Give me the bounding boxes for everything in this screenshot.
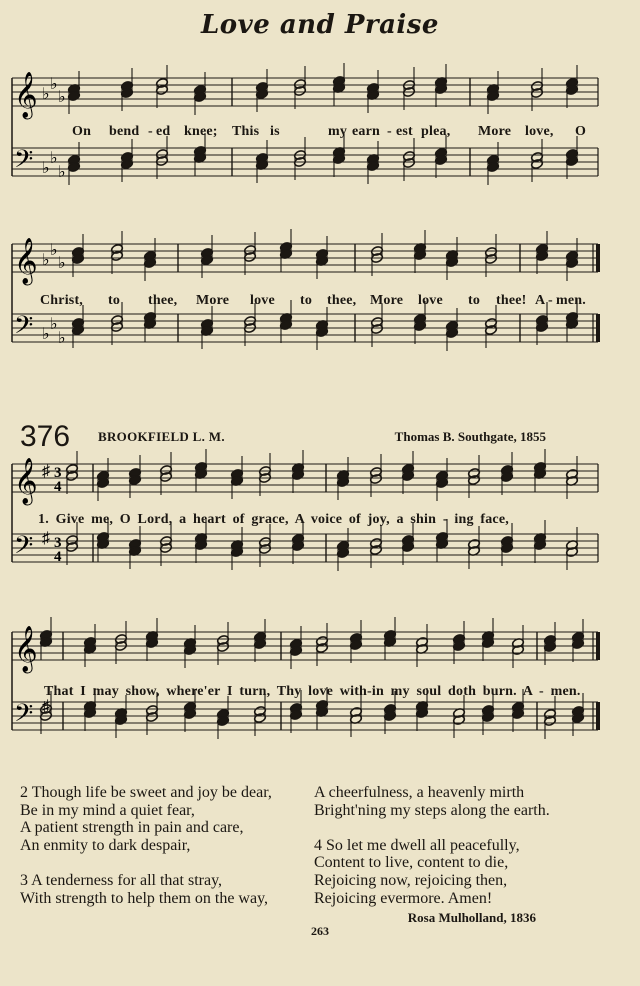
note-chord [370,454,383,497]
lyric-syllable: - [548,293,553,308]
lyric-syllable: More [370,293,404,308]
verse-line: A cheerfulness, a heavenly mirth [314,784,525,801]
page-number: 263 [311,924,329,938]
verse-line: 3 A tenderness for all that stray, [20,871,223,889]
note-chord [333,63,346,106]
time-signature: 4 [54,479,62,495]
note-chord [121,68,134,111]
note-chord [501,452,514,495]
flat-icon: ♭ [42,86,50,103]
lyric-syllable: to [468,293,481,308]
music-system-1 [0,66,640,216]
note-chord [244,232,257,275]
verse-line [20,854,272,872]
note-chord [244,303,257,346]
bass-clef-icon: 𝄢 [14,311,34,346]
verse-line: With strength to help them on the way, [20,889,269,907]
lyric-syllable: O [575,124,587,139]
lyric-syllable: Christ, [40,293,84,308]
note-chord [333,134,346,177]
note-chord [254,619,267,662]
treble-staff [12,632,598,660]
verse-line: Rejoicing evermore. Amen! [314,889,493,907]
lyric-syllable: - [387,124,392,139]
lyric-syllable: to [300,293,313,308]
lyric-syllable: A [535,293,546,308]
note-chord [68,71,81,114]
note-chord [435,64,448,107]
note-chord [280,300,293,343]
note-chord [482,618,495,661]
lyric-syllable: More [478,124,512,139]
verse-line: Content to live, content to die, [314,854,509,872]
flat-icon: ♭ [42,252,50,269]
lyrics-line-3: 1. Give me, O Lord, a heart of grace, A voice of joy, a shin - ing face, [38,512,509,527]
treble-clef-icon: 𝄞 [14,458,38,504]
treble-clef-icon: 𝄞 [14,626,38,672]
sharp-icon: ♯ [42,530,50,547]
composer-credit: Thomas B. Southgate, 1855 [394,429,546,444]
note-chord [485,234,498,277]
flat-icon: ♭ [42,160,50,177]
note-chord [292,450,305,493]
bass-clef-icon: 𝄢 [14,699,34,734]
verse-line: A patient strength in pain and care, [20,819,244,837]
lyric-syllable: - [148,124,153,139]
note-chord [487,71,500,114]
lyric-syllable: ed [156,124,171,139]
bass-staff [12,702,598,730]
verse-line: An enmity to dark despair, [20,836,191,854]
verse-line: Be in my mind a quiet fear, [20,801,195,819]
note-chord [294,66,307,109]
sharp-icon: ♯ [42,463,50,480]
note-chord [501,523,514,566]
flat-icon: ♭ [50,316,58,333]
lyric-syllable: thee, [327,293,357,308]
note-chord [66,451,79,494]
lyric-syllable: thee, [148,293,178,308]
lyric-syllable: bend [109,124,140,139]
note-chord [536,231,549,274]
note-chord [544,622,557,665]
time-signature: 3 [54,535,62,551]
note-chord [72,234,85,277]
time-signature: 3 [54,465,62,481]
verse-line [314,819,550,837]
lyric-syllable: men. [556,293,586,308]
note-chord [435,135,448,178]
flat-icon: ♭ [50,76,58,93]
note-chord [160,452,173,495]
note-chord [259,453,272,496]
note-chord [66,522,79,565]
bass-staff [12,314,598,342]
sharp-icon: ♯ [42,698,50,715]
note-chord [572,619,585,662]
author-credit: Rosa Mulholland, 1836 [407,910,536,925]
note-chord [371,304,384,347]
page-title: Love and Praise [201,10,439,40]
lyric-syllable: love, [525,124,554,139]
lyric-syllable: This [232,124,260,139]
flat-icon: ♭ [58,330,66,347]
lyric-syllable: On [72,124,92,139]
flat-icon: ♭ [58,89,66,106]
treble-clef-icon: 𝄞 [14,72,38,118]
flat-icon: ♭ [50,150,58,167]
note-chord [294,137,307,180]
bass-clef-icon: 𝄢 [14,145,34,180]
note-chord [566,136,579,179]
note-chord [367,70,380,113]
lyric-syllable: knee; [184,124,218,139]
flat-icon: ♭ [42,326,50,343]
note-chord [256,140,269,183]
lyric-syllable: plea, [421,124,451,139]
note-chord [403,67,416,110]
verse-line: Rejoicing now, rejoicing then, [314,871,508,889]
note-chord [156,136,169,179]
flat-icon: ♭ [58,255,66,272]
lyric-syllable: love [250,293,275,308]
tune-name: BROOKFIELD L. M. [98,429,225,444]
note-chord [259,524,272,567]
lyric-syllable: is [270,124,280,139]
bass-clef-icon: 𝄢 [14,531,34,566]
lyric-syllable: earn [352,124,381,139]
note-chord [402,522,415,565]
time-signature: 4 [54,549,62,565]
verse-line: 2 Though life be sweet and joy be dear, [20,784,272,801]
note-chord [111,231,124,274]
flat-icon: ♭ [50,242,58,259]
lyric-syllable: to [108,293,121,308]
verse-line: 4 So let me dwell all peacefully, [314,836,520,854]
note-chord [217,622,230,665]
note-chord [402,451,415,494]
note-chord [453,621,466,664]
lyric-syllable: est [396,124,413,139]
lyric-syllable: More [196,293,230,308]
flat-icon: ♭ [58,164,66,181]
lyric-syllable: love [418,293,443,308]
note-chord [531,68,544,111]
verses-left-column [20,784,272,907]
verses-right-column [314,784,550,907]
lyric-syllable: thee! [496,293,527,308]
note-chord [446,237,459,280]
note-chord [115,621,128,664]
note-chord [160,523,173,566]
note-chord [403,138,416,181]
note-chord [156,65,169,108]
verse-line: Bright'ning my steps along the earth. [314,801,550,819]
hymn-number: 376 [20,420,71,453]
lyric-syllable: my [328,124,348,139]
lyrics-line-4: That I may show, where'er I turn, Thy love with-in my soul doth burn. A - men. [44,684,581,699]
treble-clef-icon: 𝄞 [14,238,38,284]
treble-staff [12,244,598,272]
note-chord [414,230,427,273]
note-chord [146,618,159,661]
note-chord [350,620,363,663]
note-chord [371,233,384,276]
note-chord [566,65,579,108]
